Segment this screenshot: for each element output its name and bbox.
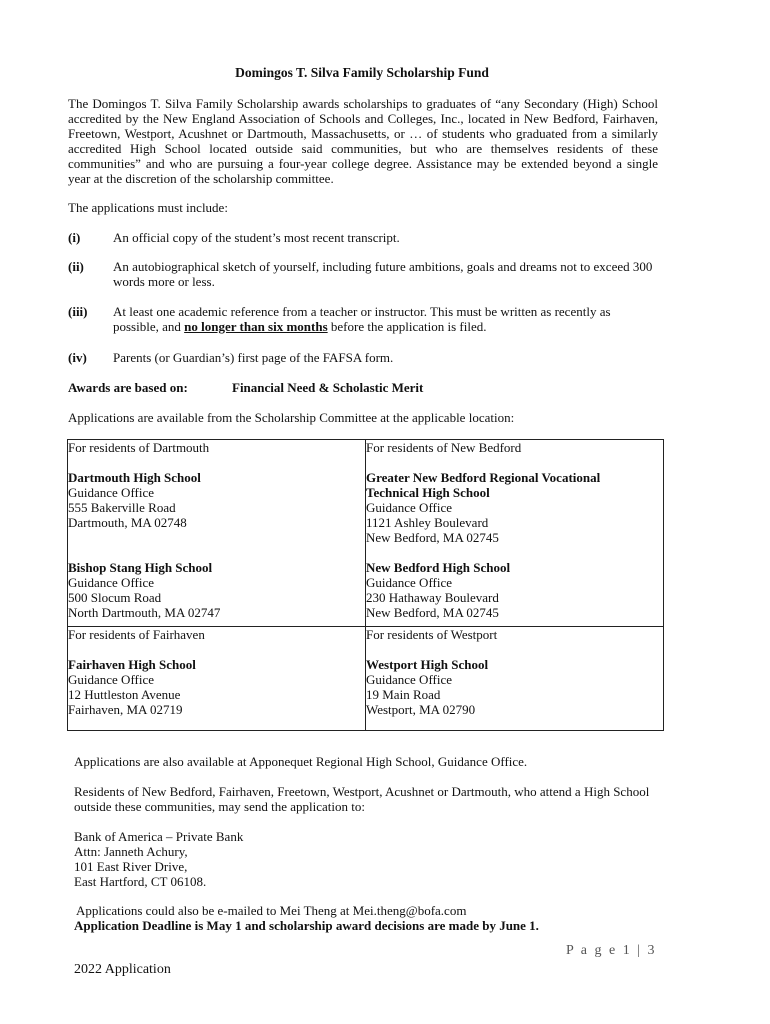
address-line: North Dartmouth, MA 02747	[68, 605, 221, 620]
outside-residents-text: Residents of New Bedford, Fairhaven, Freetown, Westport, Acushnet or Dartmouth, who attend a High School outside these communities, may send the application to:	[74, 784, 650, 814]
awards-line	[68, 380, 423, 395]
requirement-text: Parents (or Guardian’s) first page of the FAFSA form.	[113, 350, 394, 365]
school-name: Technical High School	[366, 485, 490, 500]
address-line: Fairhaven, MA 02719	[68, 702, 183, 717]
location-cell-dartmouth	[68, 440, 366, 627]
requirement-text-part: before the application is filed.	[327, 319, 487, 334]
location-header: For residents of Dartmouth	[68, 440, 210, 455]
table-row	[68, 440, 664, 627]
locations-table	[67, 439, 664, 731]
address-line: Guidance Office	[68, 485, 155, 500]
table-row	[68, 627, 664, 731]
location-cell-westport	[366, 627, 664, 731]
deadline-text: Application Deadline is May 1 and scholarship award decisions are made by June 1.	[74, 918, 539, 933]
address-line: New Bedford, MA 02745	[366, 605, 499, 620]
requirement-number: (ii)	[68, 259, 84, 274]
address-line: 500 Slocum Road	[68, 590, 162, 605]
school-name: Bishop Stang High School	[68, 560, 213, 575]
location-header: For residents of Fairhaven	[68, 627, 205, 642]
email-note: Applications could also be e-mailed to Mei Theng at Mei.theng@bofa.com	[76, 903, 467, 918]
address-line: Attn: Janneth Achury,	[74, 844, 188, 859]
address-line: Guidance Office	[68, 575, 155, 590]
footer-text: 2022 Application	[74, 962, 171, 977]
requirement-text	[113, 304, 658, 334]
requirement-text: An official copy of the student’s most recent transcript.	[113, 230, 400, 245]
bank-address	[74, 829, 243, 889]
requirement-number: (iv)	[68, 350, 87, 365]
also-available-text: Applications are also available at Apponequet Regional High School, Guidance Office.	[74, 754, 528, 769]
school-name: Fairhaven High School	[68, 657, 196, 672]
address-line: Guidance Office	[68, 672, 155, 687]
document-title: Domingos T. Silva Family Scholarship Fund	[235, 65, 489, 80]
address-line: Guidance Office	[366, 500, 453, 515]
address-line: Bank of America – Private Bank	[74, 829, 244, 844]
address-line: 555 Bakerville Road	[68, 500, 176, 515]
school-name: Westport High School	[366, 657, 489, 672]
school-name: New Bedford High School	[366, 560, 511, 575]
availability-text: Applications are available from the Scholarship Committee at the applicable location:	[68, 410, 515, 425]
location-cell-fairhaven	[68, 627, 366, 731]
requirement-text: An autobiographical sketch of yourself, including future ambitions, goals and dreams not to exceed 300 words more or less.	[113, 259, 653, 289]
location-header: For residents of Westport	[366, 627, 498, 642]
address-line: New Bedford, MA 02745	[366, 530, 499, 545]
location-header: For residents of New Bedford	[366, 440, 522, 455]
address-line: Dartmouth, MA 02748	[68, 515, 187, 530]
address-line: East Hartford, CT 06108.	[74, 874, 207, 889]
address-line: Westport, MA 02790	[366, 702, 476, 717]
address-line: 19 Main Road	[366, 687, 441, 702]
address-line: Guidance Office	[366, 672, 453, 687]
page-number: P a g e 1 | 3	[566, 943, 657, 958]
address-line: 230 Hathaway Boulevard	[366, 590, 499, 605]
requirements-heading: The applications must include:	[68, 200, 228, 215]
awards-value: Financial Need & Scholastic Merit	[232, 380, 424, 395]
location-cell-new-bedford	[366, 440, 664, 627]
address-line: Guidance Office	[366, 575, 453, 590]
intro-paragraph: The Domingos T. Silva Family Scholarship awards scholarships to graduates of “any Secondary (High) School accredited by the New England Association of Schools and Colleges, Inc., located in New Bedford, Fairhaven, Freetown, Westport, Acushnet or Dartmouth, Massachusetts, or … of students who graduated from a similarly accredited High School located outside said communities, but who are themselves residents of these communities” and who are pursuing a four-year college degree. Assistance may be extended beyond a single year at the discretion of the scholarship committee.	[68, 96, 658, 186]
requirement-number: (i)	[68, 230, 81, 245]
address-line: 1121 Ashley Boulevard	[366, 515, 489, 530]
emphasized-text: no longer than six months	[184, 319, 328, 334]
requirement-number: (iii)	[68, 304, 88, 319]
address-line: 101 East River Drive,	[74, 859, 188, 874]
school-name: Greater New Bedford Regional Vocational	[366, 470, 601, 485]
requirement-text-part: At least one academic reference from a teacher or instructor. This must be written as recently as possible, and	[113, 304, 611, 334]
awards-label: Awards are based on:	[68, 380, 188, 395]
address-line: 12 Huttleston Avenue	[68, 687, 181, 702]
school-name: Dartmouth High School	[68, 470, 201, 485]
